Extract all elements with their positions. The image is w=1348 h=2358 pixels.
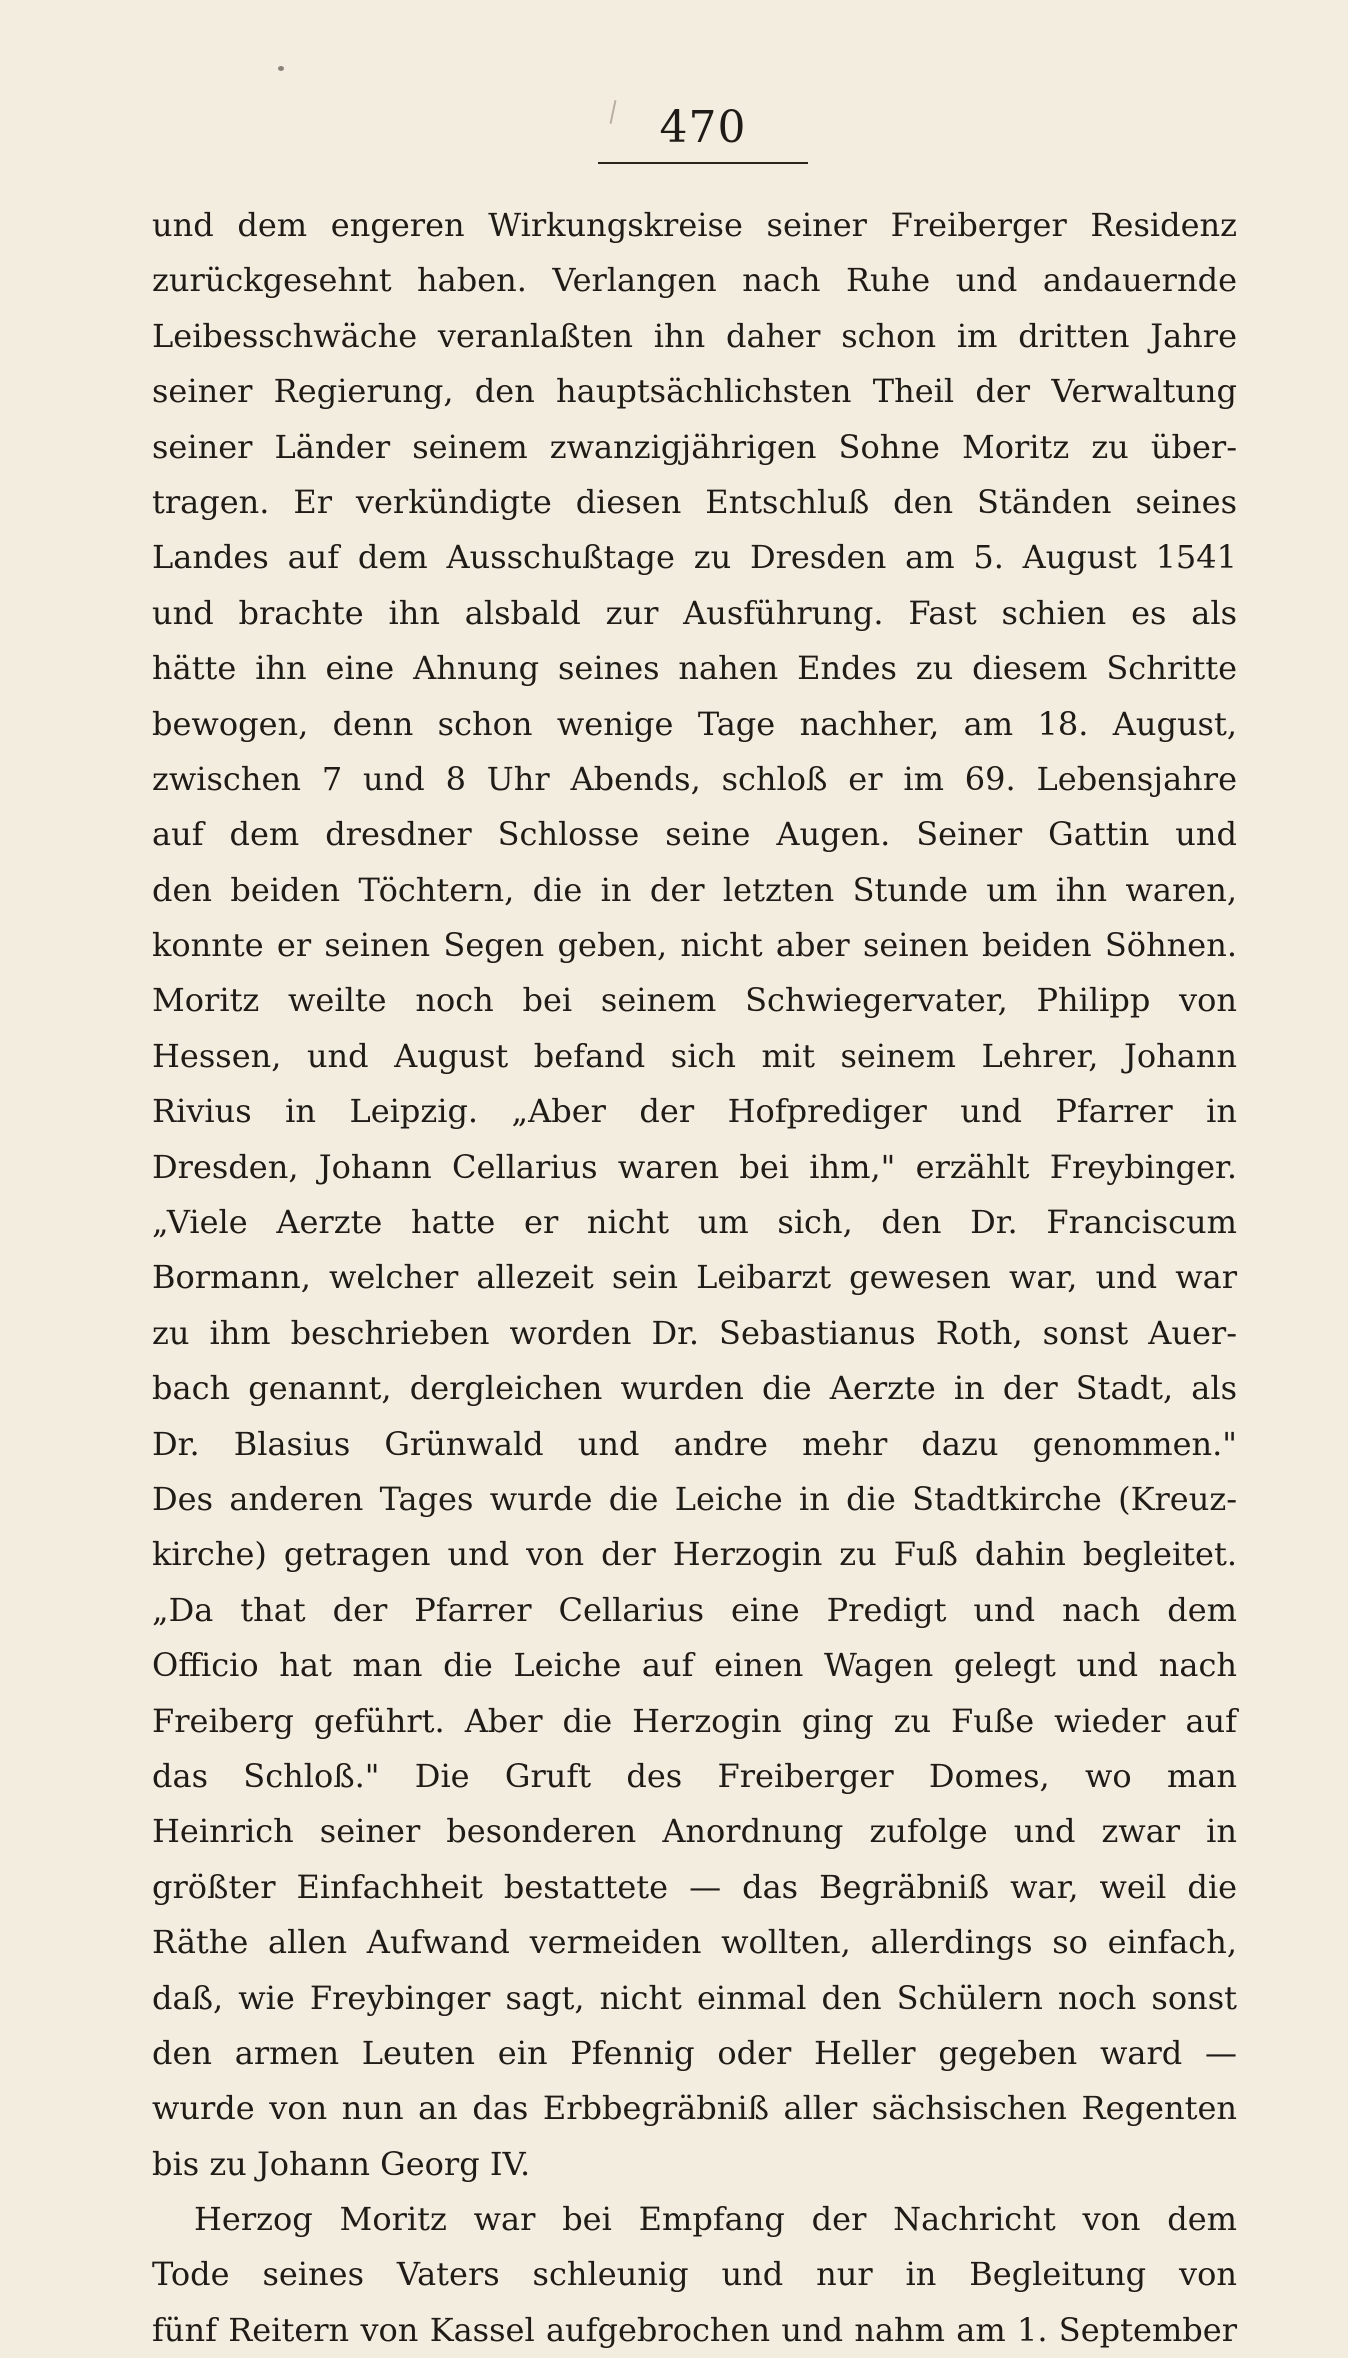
text-line: fünf Reitern von Kassel aufgebrochen und nahm am 1. September bbox=[152, 2310, 1237, 2349]
ink-speck bbox=[278, 66, 284, 71]
text-line: „Da that der Pfarrer Cellarius eine Predigt und nach dem bbox=[152, 1590, 1237, 1629]
text-line: tragen. Er verkündigte diesen Entschluß den Ständen seines bbox=[152, 482, 1237, 521]
page-number: 470 bbox=[659, 102, 747, 153]
text-line: Heinrich seiner besonderen Anordnung zufolge und zwar in bbox=[152, 1812, 1237, 1851]
text-line: Moritz weilte noch bei seinem Schwiegervater, Philipp von bbox=[152, 981, 1237, 1020]
text-line: auf dem dresdner Schlosse seine Augen. Seiner Gattin und bbox=[152, 815, 1237, 854]
text-line: hätte ihn eine Ahnung seines nahen Endes zu diesem Schritte bbox=[152, 649, 1237, 688]
text-line: das Schloß." Die Gruft des Freiberger Domes, wo man bbox=[152, 1756, 1237, 1795]
text-line: Räthe allen Aufwand vermeiden wollten, allerdings so einfach, bbox=[152, 1923, 1237, 1962]
text-line: den armen Leuten ein Pfennig oder Heller gegeben ward — bbox=[152, 2033, 1237, 2072]
text-line: zwischen 7 und 8 Uhr Abends, schloß er im 69. Lebensjahre bbox=[152, 759, 1237, 798]
text-line: Leibesschwäche veranlaßten ihn daher schon im dritten Jahre bbox=[152, 316, 1237, 355]
text-line: zu ihm beschrieben worden Dr. Sebastianus Roth, sonst Auer- bbox=[152, 1313, 1237, 1352]
header-rule bbox=[598, 162, 808, 164]
text-line: konnte er seinen Segen geben, nicht aber seinen beiden Söhnen. bbox=[152, 926, 1237, 965]
text-line: daß, wie Freybinger sagt, nicht einmal den Schülern noch sonst bbox=[152, 1978, 1237, 2017]
text-line: „Viele Aerzte hatte er nicht um sich, den Dr. Franciscum bbox=[152, 1203, 1237, 1242]
text-line: bis zu Johann Georg IV. bbox=[152, 2144, 531, 2183]
text-line: Landes auf dem Ausschußtage zu Dresden am 5. August 1541 bbox=[152, 538, 1237, 577]
text-line: seiner Regierung, den hauptsächlichsten Theil der Verwaltung bbox=[152, 372, 1237, 411]
text-line: bewogen, denn schon wenige Tage nachher, am 18. August, bbox=[152, 704, 1237, 743]
text-line: Freiberg geführt. Aber die Herzogin ging zu Fuße wieder auf bbox=[152, 1701, 1237, 1740]
text-line: seiner Länder seinem zwanzigjährigen Sohne Moritz zu über- bbox=[152, 427, 1237, 466]
text-line: bach genannt, dergleichen wurden die Aerzte in der Stadt, als bbox=[152, 1369, 1237, 1408]
text-line: Herzog Moritz war bei Empfang der Nachricht von dem bbox=[194, 2200, 1237, 2239]
text-line: Bormann, welcher allezeit sein Leibarzt gewesen war, und war bbox=[152, 1258, 1237, 1297]
text-line: wurde von nun an das Erbbegräbniß aller sächsischen Regenten bbox=[152, 2089, 1237, 2128]
text-line: und brachte ihn alsbald zur Ausführung. Fast schien es als bbox=[152, 593, 1237, 632]
text-line: zurückgesehnt haben. Verlangen nach Ruhe und andauernde bbox=[152, 261, 1237, 300]
page-header bbox=[598, 98, 808, 168]
text-line: Tode seines Vaters schleunig und nur in Begleitung von bbox=[152, 2255, 1237, 2294]
text-line: kirche) getragen und von der Herzogin zu Fuß dahin begleitet. bbox=[152, 1535, 1237, 1574]
text-line: Dresden, Johann Cellarius waren bei ihm," erzählt Freybinger. bbox=[152, 1147, 1237, 1186]
text-line: und dem engeren Wirkungskreise seiner Freiberger Residenz bbox=[152, 206, 1237, 244]
text-line: Officio hat man die Leiche auf einen Wagen gelegt und nach bbox=[152, 1646, 1237, 1685]
text-line: größter Einfachheit bestattete — das Begräbniß war, weil die bbox=[152, 1867, 1237, 1906]
text-line: Dr. Blasius Grünwald und andre mehr dazu genommen." bbox=[152, 1424, 1237, 1463]
text-line: Hessen, und August befand sich mit seinem Lehrer, Johann bbox=[152, 1036, 1237, 1075]
text-line: Rivius in Leipzig. „Aber der Hofprediger und Pfarrer in bbox=[152, 1092, 1237, 1131]
text-line: Des anderen Tages wurde die Leiche in die Stadtkirche (Kreuz- bbox=[152, 1479, 1237, 1518]
text-line: den beiden Töchtern, die in der letzten Stunde um ihn waren, bbox=[152, 870, 1237, 909]
body-text bbox=[152, 198, 1237, 2358]
